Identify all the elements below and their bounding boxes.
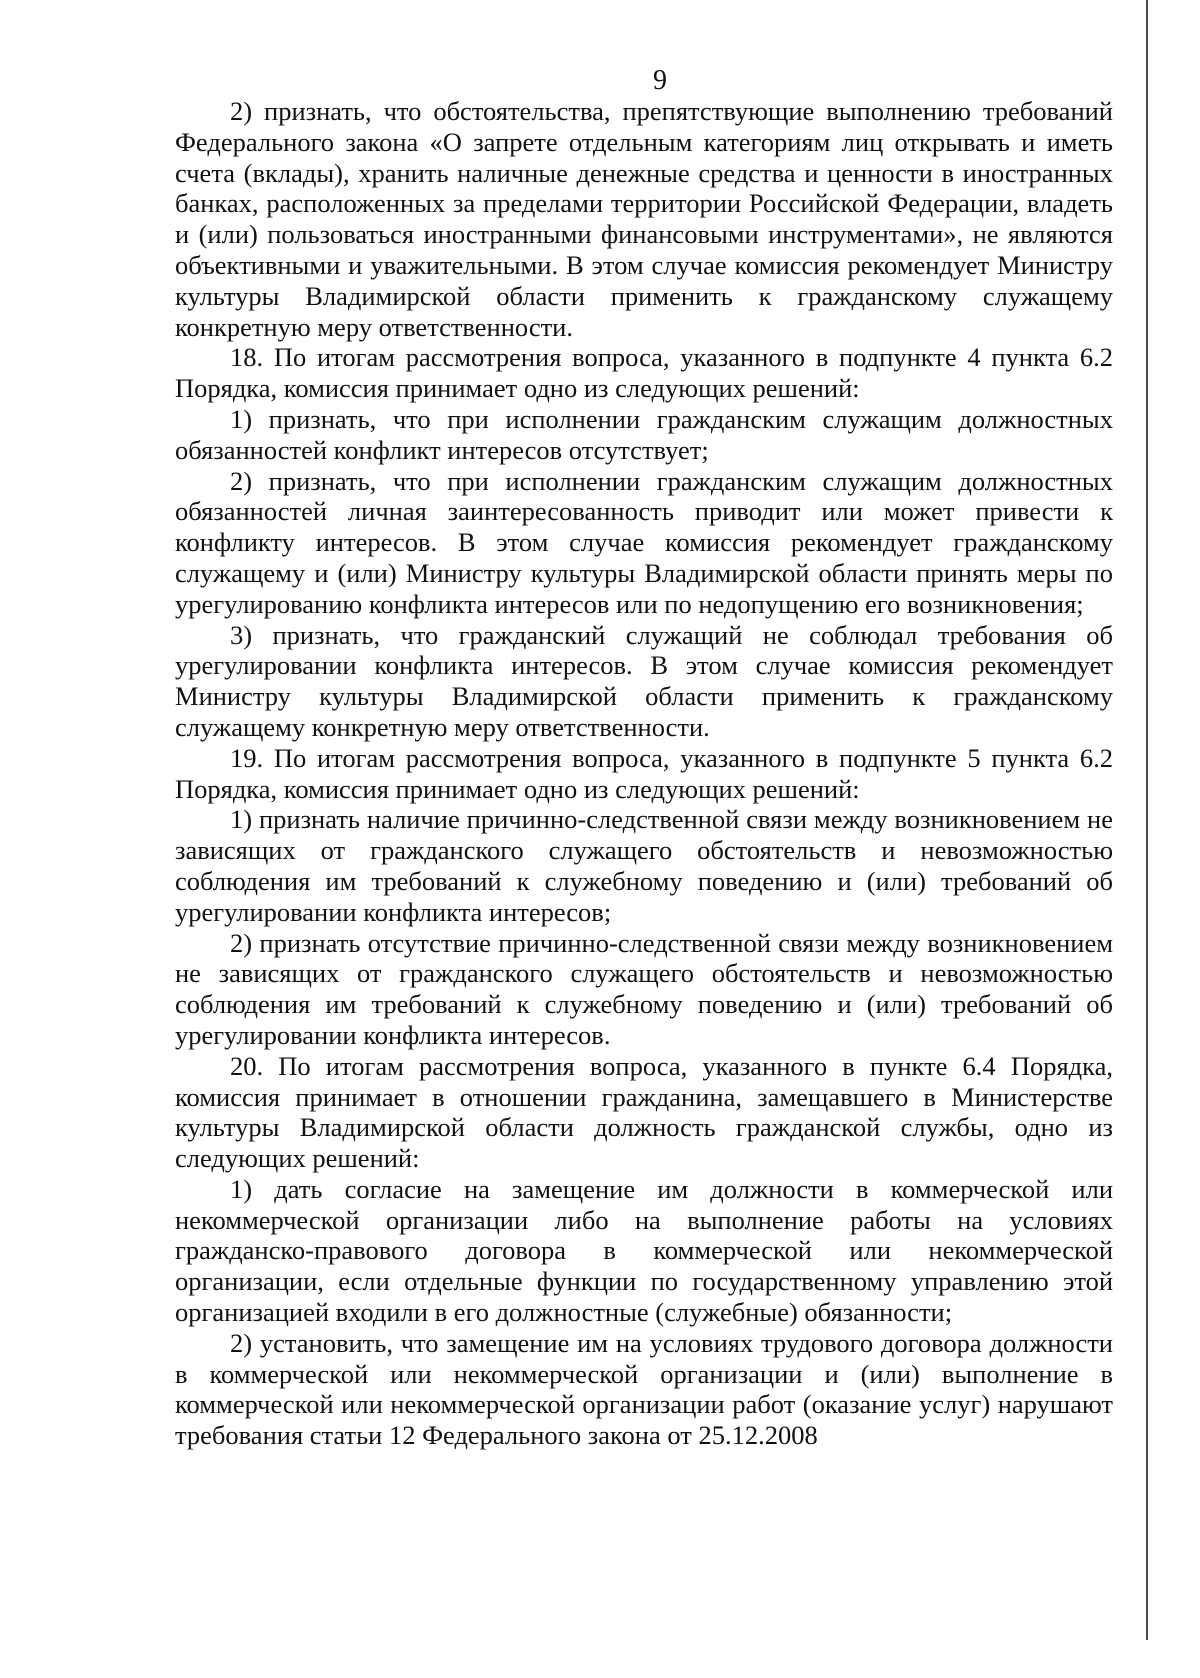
- paragraph-20-2: 2) установить, что замещение им на условиях трудового договора должности в коммерческой или некоммерческой организации и (или) выполнение в коммерческой или некоммерческой организации работ (оказание услуг) нарушают требования статьи 12 Федерального закона от 25.12.2008: [175, 1327, 1113, 1451]
- paragraph-18-2: 2) признать, что при исполнении гражданским служащим должностных обязанностей личная заинтересованность приводит или может привести к конфликту интересов. В этом случае комиссия рекомендует гражданскому служащему и (или) Министру культуры Владимирской области принять меры по урегулированию конфликта интересов или по недопущению его возникновения;: [175, 465, 1113, 619]
- scan-edge-line: [1146, 0, 1148, 1640]
- document-body: [175, 96, 1113, 1451]
- paragraph-18-1: 1) признать, что при исполнении гражданским служащим должностных обязанностей конфликт интересов отсутствует;: [175, 403, 1113, 465]
- paragraph-19-2: 2) признать отсутствие причинно-следственной связи между возникновением не зависящих от гражданского служащего обстоятельств и невозможностью соблюдения им требований к служебному поведению и (или) требований об урегулировании конфликта интересов.: [175, 927, 1113, 1050]
- paragraph-18: 18. По итогам рассмотрения вопроса, указанного в подпункте 4 пункта 6.2 Порядка, комиссия принимает одно из следующих решений:: [175, 342, 1113, 404]
- paragraph-17-2: 2) признать, что обстоятельства, препятствующие выполнению требований Федерального закона «О запрете отдельным категориям лиц открывать и иметь счета (вклады), хранить наличные денежные средства и ценности в иностранных банках, расположенных за пределами территории Российской Федерации, владеть и (или) пользоваться иностранными финансовыми инструментами», не являются объективными и уважительными. В этом случае комиссия рекомендует Министру культуры Владимирской области применить к гражданскому служащему конкретную меру ответственности.: [175, 96, 1113, 342]
- paragraph-18-3: 3) признать, что гражданский служащий не соблюдал требования об урегулировании конфликта интересов. В этом случае комиссия рекомендует Министру культуры Владимирской области применить к гражданскому служащему конкретную меру ответственности.: [175, 619, 1113, 742]
- paragraph-19: 19. По итогам рассмотрения вопроса, указанного в подпункте 5 пункта 6.2 Порядка, комиссия принимает одно из следующих решений:: [175, 742, 1113, 804]
- paragraph-20: 20. По итогам рассмотрения вопроса, указанного в пункте 6.4 Порядка, комиссия принимает в отношении гражданина, замещавшего в Министерстве культуры Владимирской области должность гражданской службы, одно из следующих решений:: [175, 1050, 1113, 1174]
- page-number: 9: [653, 65, 667, 96]
- paragraph-20-1: 1) дать согласие на замещение им должности в коммерческой или некоммерческой организации либо на выполнение работы на условиях гражданско-правового договора в коммерческой или некоммерческой организации, если отдельные функции по государственному управлению этой организацией входили в его должностные (служебные) обязанности;: [175, 1173, 1113, 1328]
- paragraph-19-1: 1) признать наличие причинно-следственной связи между возникновением не зависящих от гражданского служащего обстоятельств и невозможностью соблюдения им требований к служебному поведению и (или) требований об урегулировании конфликта интересов;: [175, 804, 1113, 927]
